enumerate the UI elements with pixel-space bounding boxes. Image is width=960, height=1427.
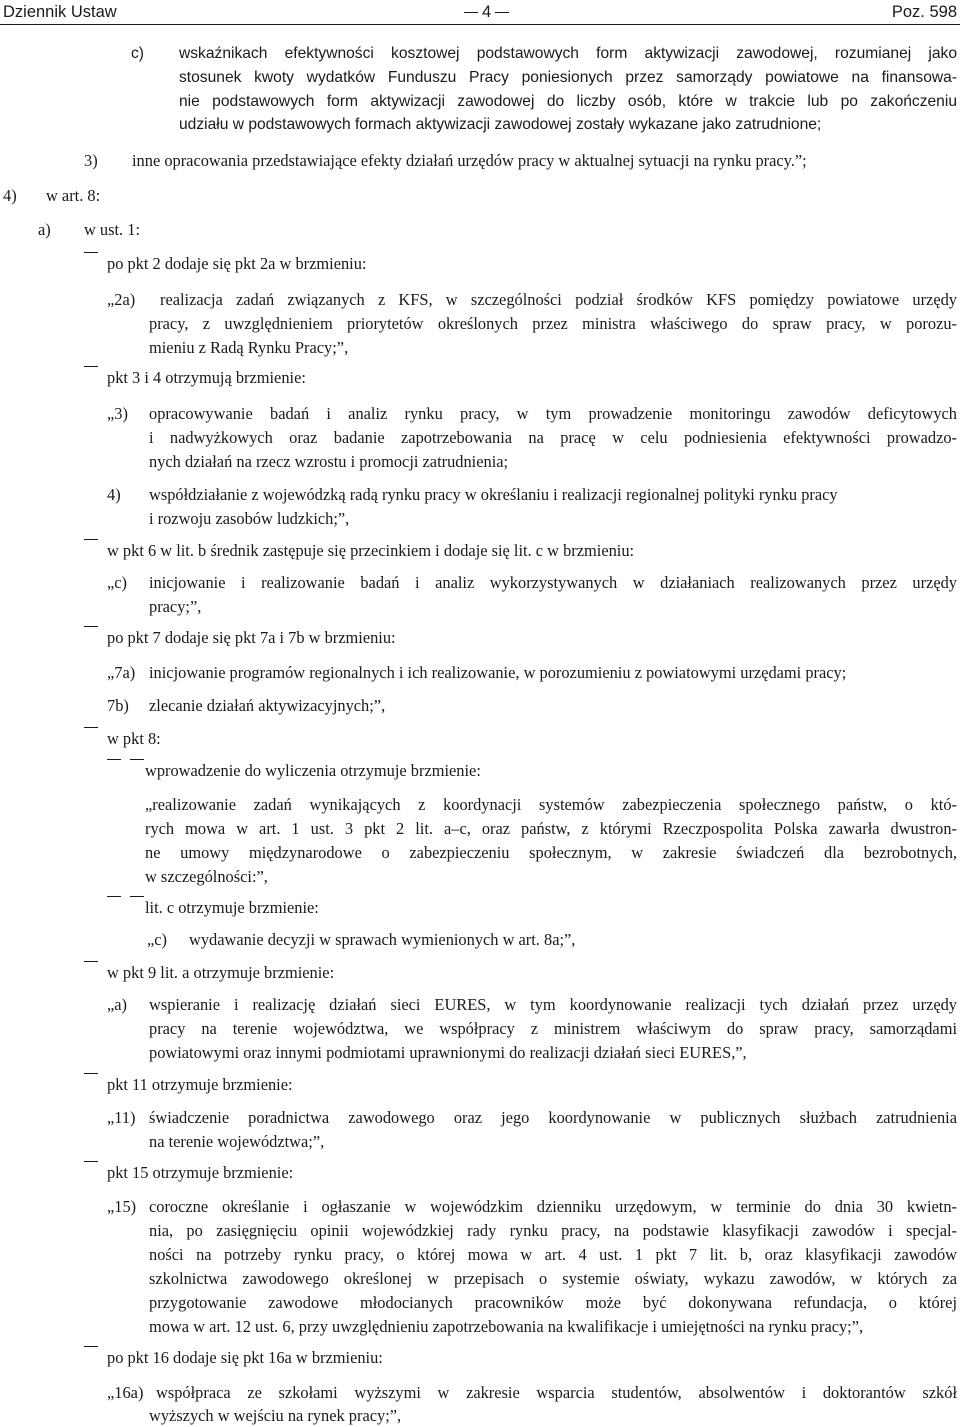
line-text: świadczenie poradnictwa zawodowego oraz jego koordynowanie w publicznych służbach zatrudnienia [149,1108,957,1127]
dash-marker [84,252,98,253]
text-line [0,626,960,649]
line-text: mowa w art. 12 ust. 6, przy uwzględnieniu zapotrzebowania na kwalifikacje i umiejętności na rynku pracy;”, [149,1317,864,1336]
line-text: i rozwoju zasobów ludzkich;”, [149,509,350,528]
line-text: współpraca ze szkołami wyższymi w zakresie wsparcia studentów, absolwentów i doktorantów szkół [156,1383,957,1402]
text-line [0,993,960,1016]
line-text: inne opracowania przedstawiające efekty działań urzędów pracy w aktualnej sytuacji na rynku pracy.”; [132,151,807,170]
text-line [0,402,960,425]
text-line [0,1291,960,1314]
page-number: 4 [460,2,513,22]
text-line [0,1346,960,1369]
text-line [0,661,960,684]
line-text: współdziałanie z wojewódzką radą rynku pracy w określaniu i realizacji regionalnej polityki rynku pracy [149,485,838,504]
line-text: mieniu z Radą Rynku Pracy;”, [149,338,349,357]
line-text: realizacja zadań związanych z KFS, w szczególności podział środków KFS pomiędzy powiatowe urzędy [160,290,957,309]
line-text: po pkt 16 dodaje się pkt 16a w brzmieniu: [107,1348,383,1367]
line-text: zlecanie działań aktywizacyjnych;”, [149,696,386,715]
text-line [0,113,960,136]
text-line [0,426,960,449]
dash-marker [84,1346,98,1347]
item-marker: a) [38,220,51,239]
text-line [0,218,960,241]
text-line [0,336,960,359]
item-marker: „c) [147,930,168,949]
item-marker: „3) [107,404,128,423]
text-line [0,539,960,562]
line-text: pkt 15 otrzymuje brzmienie: [107,1163,294,1182]
text-line [0,450,960,473]
dash-marker [84,539,98,540]
header-rule [0,24,960,25]
journal-title: Dziennik Ustaw [3,3,117,21]
line-text: „realizowanie zadań wynikających z koordynacji systemów zabezpieczenia społecznego państw, o któ- [145,795,957,814]
text-line [0,793,960,816]
line-text: coroczne określanie i ogłaszanie w wojewódzkim dzienniku urzędowym, w terminie do dnia 30 kwietn- [149,1197,957,1216]
text-line [0,252,960,275]
text-line [0,1106,960,1129]
line-text: ności na potrzeby rynku pracy, o której mowa w art. 4 ust. 1 pkt 7 lit. b, oraz klasyfikacji zawodów [149,1245,957,1264]
dash-marker [84,727,98,728]
line-text: opracowywanie badań i analiz rynku pracy, w tym prowadzenie monitoringu zawodów deficytowych [149,404,957,423]
line-text: rych mowa w art. 1 ust. 3 pkt 2 lit. a–c, oraz państw, z którymi Rzeczpospolita Polska zawarła dwustron- [145,819,957,838]
text-line [0,366,960,389]
item-marker: „a) [107,995,128,1014]
line-text: pracy na terenie województwa, we współpracy z ministrem właściwym do spraw pracy, samorządami [149,1019,957,1038]
item-marker: 7b) [107,696,129,715]
line-text: szkolnictwa zawodowego określonej w przepisach o systemie oświaty, wykazu zawodów, w których za [149,1269,957,1288]
item-marker: „2a) [107,290,136,309]
text-line [0,184,960,207]
text-line [0,507,960,530]
line-text: pkt 11 otrzymuje brzmienie: [107,1075,293,1094]
dash-marker [130,896,144,897]
line-text: wyższych w wejściu na rynek pracy;”, [149,1406,402,1425]
line-text: wskaźnikach efektywności kosztowej podstawowych form aktywizacji zawodowej, rozumianej jako [179,45,957,62]
line-text: nie podstawowych form aktywizacji zawodowej do liczby osób, które w trakcie lub po zakończeniu [179,93,957,110]
dash-marker [84,626,98,627]
text-line [0,1404,960,1427]
line-text: wprowadzenie do wyliczenia otrzymuje brzmienie: [145,761,481,780]
dash-marker [107,896,121,897]
item-marker: 4) [3,186,17,205]
line-text: nych działań na rzecz wzrostu i promocji zatrudnienia; [149,452,509,471]
text-line [0,595,960,618]
dash-marker [107,759,121,760]
dash-marker [130,759,144,760]
line-text: lit. c otrzymuje brzmienie: [145,898,319,917]
text-line [0,694,960,717]
line-text: i nadwyżkowych oraz badanie zapotrzebowania na pracę w celu podniesienia efektywności prowadzo- [149,428,957,447]
line-text: inicjowanie programów regionalnych i ich realizowanie, w porozumieniu z powiatowymi urzędami pracy; [149,663,847,682]
line-text: nia, po zasięgnięciu opinii wojewódzkiej rady rynku pracy, na podstawie klasyfikacji zawodów i specjal- [149,1221,957,1240]
text-line [0,1267,960,1290]
item-marker: c) [131,45,144,62]
text-line [0,865,960,888]
line-text: udziału w podstawowych formach aktywizacji zawodowej zostały wykazane jako zatrudnione; [179,116,822,133]
line-text: przygotowanie zawodowe młodocianych pracowników może być dokonywana refundacja, o której [149,1293,957,1312]
line-text: w pkt 9 lit. a otrzymuje brzmienie: [107,963,335,982]
text-line [0,1315,960,1338]
dash-marker [84,1161,98,1162]
line-text: pkt 3 i 4 otrzymują brzmienie: [107,368,306,387]
line-text: pracy, z uwzględnieniem priorytetów określonych przez ministra właściwego do spraw pracy, w porozu- [149,314,957,333]
text-line [0,483,960,506]
dash-marker [84,1073,98,1074]
dash-marker [84,961,98,962]
item-marker: 3) [84,151,98,170]
text-line [0,312,960,335]
text-line [0,571,960,594]
line-text: inicjowanie i realizowanie badań i analiz wykorzystywanych w działaniach realizowanych przez urzędy [149,573,957,592]
line-text: wydawanie decyzji w sprawach wymienionych w art. 8a;”, [189,930,576,949]
line-text: w pkt 6 w lit. b średnik zastępuje się przecinkiem i dodaje się lit. c w brzmieniu: [107,541,635,560]
line-text: stosunek kwoty wydatków Funduszu Pracy poniesionych przez samorządy powiatowe na finansowa- [179,69,957,86]
text-line [0,1130,960,1153]
text-line [0,1017,960,1040]
text-line [0,1161,960,1184]
text-line [0,66,960,89]
text-line [0,961,960,984]
text-line [0,1041,960,1064]
line-text: ne umowy międzynarodowe o zabezpieczeniu społecznym, w zakresie świadczeń dla bezrobotnych, [145,843,957,862]
text-line [0,1073,960,1096]
line-text: na terenie województwa;”, [149,1132,325,1151]
item-marker: „11) [107,1108,136,1127]
line-text: powiatowymi oraz innymi podmiotami uprawnionymi do realizacji działań sieci EURES,”, [149,1043,747,1062]
dash-marker [84,366,98,367]
text-line [0,759,960,782]
text-line [0,90,960,113]
text-line [0,1381,960,1404]
item-marker: 4) [107,485,121,504]
text-line [0,1195,960,1218]
text-line [0,1243,960,1266]
text-line [0,42,960,65]
line-text: pracy;”, [149,597,202,616]
text-line [0,841,960,864]
item-marker: „7a) [107,663,136,682]
item-marker: „16a) [107,1383,144,1402]
item-marker: „15) [107,1197,137,1216]
line-text: po pkt 7 dodaje się pkt 7a i 7b w brzmieniu: [107,628,396,647]
text-line [0,928,960,951]
line-text: w art. 8: [46,186,101,205]
text-line [0,149,960,172]
text-line [0,817,960,840]
line-text: po pkt 2 dodaje się pkt 2a w brzmieniu: [107,254,367,273]
text-line [0,1219,960,1242]
text-line [0,896,960,919]
line-text: w pkt 8: [107,729,161,748]
line-text: wspieranie i realizację działań sieci EURES, w tym koordynowanie realizacji tych działań przez urzędy [149,995,957,1014]
text-line [0,727,960,750]
item-marker: „c) [107,573,128,592]
text-line [0,288,960,311]
line-text: w szczególności:”, [145,867,268,886]
position-number: Poz. 598 [891,3,957,21]
line-text: w ust. 1: [84,220,141,239]
